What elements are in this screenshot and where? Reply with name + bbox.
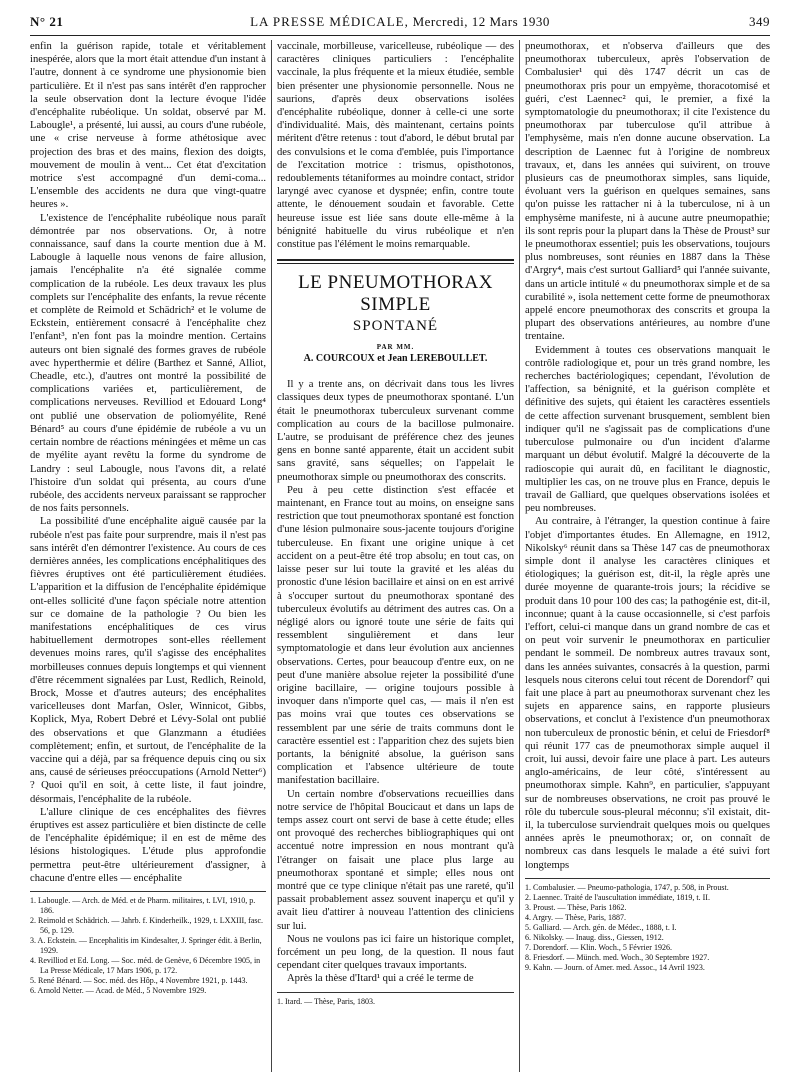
column-2-top-text (277, 40, 514, 251)
paragraph: Peu à peu cette distinction s'est effacée et maintenant, en France tout au moins, on enseigne sans restriction que tout pneumothorax spontané est fonction d'une lésion pulmonaire sous-jacente toujours d'origine tuberculeuse. En fixant une origine unique à cet accident on a peut-être été trop absolu; en tout cas, on laisse peser sur lui toute la gravité et les aléas du pronostic d'une lésion bacillaire et ainsi on en est arrivé à s'occuper surtout du pneumothorax spontané des tuberculeux évolutifs au détriment des autres cas. On a négligé alors ou ignoré toute une série de faits qui ressemblent singulièrement et dans leur symptomatologie et dans leur évolution aux anciennes observations. Certes, pour beaucoup d'entre eux, on ne peut d'une manière absolue rejeter la possibilité d'une origine bacillaire, — origine toujours possible à invoquer dans n'importe quel cas, — mais il n'en est pas moins vrai que toutes ces observations se ressemblent par une série de traits communs dont le caractère essentiel est : l'apparition chez des sujets bien portants, la bénignité absolue, la guérison sans complication et l'absence ultérieure de toute manifestation bacillaire. (277, 484, 514, 787)
article-authors: A. COURCOUX et Jean LEREBOULLET. (303, 353, 488, 365)
paragraph: Au contraire, à l'étranger, la question continue à faire l'objet d'importantes études. En Allemagne, en 1912, Nikolsky⁶ réunit dans sa Thèse 147 cas de pneumothorax simple dont il analyse les caractères cliniques et étiologiques; la guérison est, dit-il, la règle après une durée moyenne de quarante-trois jours; la récidive se produit dans 10 pour 100 des cas; la pathogénie est, dit-il, inconnue; quant à la cause occasionnelle, si c'est parfois l'effort, celui-ci manque dans un grand nombre de cas et on peut voir survenir le pneumothorax en particulier pendant le sommeil. De nombreux autres travaux sont, dans les années suivantes, consacrés à la question, parmi lesquels nous citerons celui tout récent de Dorendorf⁷ qui fait une place à part au pneumothorax survenant chez les sujets en apparence sains, en rapporte plusieurs observations, et conclut à l'existence d'un pneumothorax non tuberculeux de pronostic bénin, et celui de Friesdorf⁸ qui réunit 177 cas de pneumothorax simple auquel il croit, lui aussi, devoir faire une place à part. Les auteurs anglo-américains, de leur côté, s'intéressent au pneumothorax simple. Kahn⁹, en particulier, s'appuyant sur de nombreuses observations, ne croit pas prouvé le rôle du tubercule sous-pleural méconnu; s'il existait, dit-il, la tuberculose surviendrait quelques mois ou quelques années après le pneumothorax; or, on connaît de nombreux cas dans lesquels le malade a été suivi fort longtemps (525, 516, 770, 871)
paragraph: pneumothorax, et n'observa d'ailleurs que des pneumothorax tuberculeux, après l'observation de Combalusier¹ qui dès 1747 décrit un cas de pneumothorax pris pour un empyème, thoracotomisé et guéri, c'est Laennec² qui, le premier, a fixé la symptomatologie du pneumothorax; il cite l'existence du pneumothorax par tuberculose qu'il attribue à l'emphysème, mais n'en donne aucune observation. La description de Laennec fut à l'origine de nombreux travaux, et, dans les années qui suivirent, on trouve plusieurs cas de pneumothorax simples, sans liquide, évoluant vers la guérison en quelques semaines, sans qu'on puisse les rattacher ni à la tuberculose, ni à un emphysème manifeste, ni à aucune autre pneumopathie; ils sont repris pour la plupart dans la Thèse de Proust³ sur le pneumothorax essentiel; puis les observations, toujours plus nombreuses, sont réunies en 1887 dans la Thèse d'Argry⁴, mais c'est surtout Galliard⁵ qui l'année suivante, dans un article intitulé « du pneumothorax simple et de sa curabilité », isola nettement cette forme de pneumothorax appelé encore pneumothorax des conscrits et groupa la plupart des observations antérieures, au nombre d'une trentaine. (525, 41, 770, 343)
footnote: 2. Laennec. Traité de l'auscultation immédiate, 1819, t. II. (525, 892, 710, 902)
column-1-text (30, 40, 266, 885)
footnote-rule (277, 992, 514, 993)
footnotes (525, 883, 770, 973)
paragraph: enfin la guérison rapide, totale et véritablement inespérée, alors que la mort était attendue d'un instant à l'autre, donnent à ce syndrome une physionomie bien particulière. Et il n'est pas sans intérêt d'en rapprocher la seule observation dont la lecture évoque l'idée d'encéphalite rubéolique. Un soldat, observé par M. Labougle¹, a présenté, lui aussi, au cours d'une rubéole, une « crise nerveuse à forme athétosique avec projection des bras et des mains, flexion des doigts, mouvement de moulin à vent... Cet état d'excitation motrice s'est accompagné d'un demi-coma... L'ensemble des accidents ne dura que vingt-quatre heures ». (30, 41, 266, 211)
column-3-text (525, 40, 770, 872)
footnote: 8. Friesdorf. — Münch. med. Woch., 30 Septembre 1927. (525, 952, 710, 962)
paragraph: L'existence de l'encéphalite rubéolique nous paraît démontrée par nos observations. Or, à notre connaissance, sauf dans la courte mention due à M. Labougle à laquelle nous venons de faire allusion, jamais l'encéphalite n'a été signalée comme complication de la rubéole. Les deux travaux les plus complets sur l'encéphalite des enfants, la revue récente et complète de Reimold et Schädrich² et le volume de Eckstein, entièrement consacré à l'encéphalite chez l'enfant³, n'en font pas la moindre mention. Certains auteurs ont bien signalé des formes graves de rubéole avec hyperthermie et délire (Barthez et Sanné, Alliot, Cheadle, etc.), d'autres ont montré la possibilité de complications variées et, particulièrement, de complications nerveuses. Revilliod et Edouard Long⁴ ont publié une observation de poliomyélite, René Bénard⁵ au cours d'une épidémie de rubéole a vu un certain nombre de réactions méningées et même un cas de myélite ayant revêtu la forme du syndrome de Landry : seul Labougle, nous l'avons dit, a relaté l'histoire d'un soldat qui présenta, au cours d'une rubéole, des accidents nerveux paraissant se rapprocher de nos faits personnels. (30, 212, 266, 515)
issue-number: N° 21 (30, 14, 64, 29)
running-title (30, 14, 770, 30)
paragraph: Un certain nombre d'observations recueillies dans notre service de l'hôpital Boucicaut et dans un laps de temps assez court ont servi de base à cette étude; elles ont provoqué des recherches bibliographiques qui ont accentué notre impression en nous montrant qu'à l'étranger on faisait une place plus large au pneumothorax spontané et simple; elles nous ont montré que ce type clinique n'était pas une rareté, qu'il passait probablement assez souvent inaperçu et qu'il y avait lieu d'attirer à nouveau l'attention des cliniciens sur lui. (277, 788, 514, 932)
paragraph: Evidemment à toutes ces observations manquait le contrôle radiologique et, pour un très grand nombre, les recherches bactériologiques; cependant, l'évolution de l'affection, sa bénignité, et la guérison complète et définitive des sujets, qui étaient les caractères essentiels de cette affection survenant brusquement, semblent bien indiquer qu'il ne s'agissait pas de complications d'une tuberculose pulmonaire ou d'un incident d'alarme marquant un début évolutif. Malgré la découverte de la radioscopie qui aurait dû, en facilitant le diagnostic, multiplier les cas, on ne trouve plus en France, depuis le travail de Galliard, que quelques observations isolées et peu nombreuses. (525, 344, 770, 515)
issue-date: Mercredi, 12 Mars 1930 (412, 14, 550, 29)
footnote: 3. Proust. — Thèse, Paris 1862. (525, 902, 627, 912)
column-separator (519, 40, 520, 1072)
footnote-rule (525, 878, 770, 879)
column-2 (277, 40, 514, 1072)
footnote: 1. Labougle. — Arch. de Méd. et de Pharm. militaires, t. LVI, 1910, p. 186. (30, 896, 256, 915)
page-header (30, 14, 770, 34)
article-title: LE PNEUMOTHORAX SIMPLE (298, 272, 493, 316)
header-rule (30, 35, 770, 36)
paragraph: vaccinale, morbilleuse, varicelleuse, rubéolique — des caractères cliniques particuliers : l'encéphalite vaccinale, la plus fréquente et la mieux étudiée, semble bien présenter une physionomie personnelle. Nous ne saurions, d'après deux observations isolées d'encéphalite rubéolique, donner à celle-ci une sorte d'individualité. Mais, dès maintenant, certains points méritent d'être retenus : tout d'abord, le début brutal par des convulsions et le coma d'emblée, puis l'importance de l'excitation motrice : trismus, opisthotonos, redoublements tétaniformes au moindre contact, stridor laryngé avec cyanose et dyspnée; enfin, contre toute attente, le dénouement soudain et favorable. Cette heureuse issue est liée sans doute elle-même à la bénignité habituelle du virus rubéolique et n'en constitue pas l'élément le moins remarquable. (277, 41, 514, 251)
footnote: 5. Galliard. — Arch. gén. de Médec., 1888, t. I. (525, 922, 677, 932)
footnote: 4. Argry. — Thèse, Paris, 1887. (525, 912, 626, 922)
footnote-rule (30, 891, 266, 892)
article-rule (277, 259, 514, 261)
paragraph: Après la thèse d'Itard¹ qui a créé le terme de (287, 973, 474, 985)
page-number: 349 (749, 14, 770, 29)
article-subtitle: SPONTANÉ (352, 318, 439, 335)
footnote: 7. Dorendorf. — Klin. Woch., 5 Février 1926. (525, 942, 672, 952)
paragraph: La possibilité d'une encéphalite aiguë causée par la rubéole n'est pas faite pour surprendre, mais il n'est pas sans intérêt d'en démontrer l'existence. Au cours de ces dernières années, les complications encéphalitiques des fièvres éruptives ont été particulièrement étudiées. L'apparition et la diffusion de l'encéphalite épidémique ont-elles sollicité d'une façon spéciale notre attention sur ce domaine de la pathologie ? Ou bien les manifestations encéphalitiques de ces virus habituellement dermotropes sont-elles réellement devenues moins rares, qu'il s'agisse des encéphalites morbilleuses connues depuis longtemps et qui viennent d'être récemment signalées par Lust, Redlich, Reinold, Brock, Mosse et d'autres auteurs; des encéphalites varicelleuses dont Marfan, Osler, Winnicot, Gibbs, Koplick, Mya, Robert Debré et Lévy-Solal ont publié des observations et que Glanzmann a étudiées complètement; enfin, et surtout, de l'encéphalite de la vaccine qui a déjà, par sa fréquence depuis cinq ou six ans, causé de sérieuses préoccupations (Arnold Netter⁶) ? Quoi qu'il en soit, à cette liste, il faut joindre, désormais, l'encéphalite de la rubéole. (30, 516, 266, 805)
column-3 (525, 40, 770, 1072)
journal-name: LA PRESSE MÉDICALE, (250, 14, 409, 29)
footnotes (30, 896, 266, 996)
article-rule (277, 263, 514, 264)
byline-prefix: PAR MM. (376, 343, 415, 352)
footnote: 6. Nikolsky. — Inaug. diss., Giessen, 1912. (525, 932, 664, 942)
paragraph: Il y a trente ans, on décrivait dans tous les livres classiques deux types de pneumothorax spontané. L'un était le pneumothorax tuberculeux survenant comme complication au cours de la bacillose pulmonaire. L'autre, se produisant de préférence chez des jeunes gens en bonne santé apparente, était un accident subit sans gravité, sans séquelles; on l'appelait le pneumothorax simple ou pneumothorax des conscrits. (277, 379, 514, 483)
paragraph: Nous ne voulons pas ici faire un historique complet, forcément un peu long, de la question. Il nous faut cependant citer quelques travaux importants. (277, 933, 514, 972)
column-separator (271, 40, 272, 1072)
footnote: 6. Arnold Netter. — Acad. de Méd., 5 Novembre 1929. (30, 986, 207, 995)
footnotes (277, 997, 514, 1007)
column-1 (30, 40, 266, 1072)
footnote: 5. René Bénard. — Soc. méd. des Hôp., 4 Novembre 1921, p. 1443. (30, 976, 248, 985)
footnote: 1. Itard. — Thèse, Paris, 1803. (277, 996, 376, 1006)
column-2-text (277, 378, 514, 985)
footnote: 3. A. Eckstein. — Encephalitis im Kindesalter, J. Springer édit. à Berlin, 1929. (30, 936, 262, 955)
footnote: 2. Reimold et Schädrich. — Jahrb. f. Kinderheilk., 1929, t. LXXIII, fasc. 56, p. 129. (30, 916, 264, 935)
paragraph: L'allure clinique de ces encéphalites des fièvres éruptives est assez particulière et bien distincte de celle de l'encéphalite épidémique; il en est de même des lésions histologiques. L'étude plus approfondie permettra peut-être ultérieurement d'assigner, à chacune d'entre elles — encéphalite (30, 806, 266, 884)
footnote: 9. Kahn. — Journ. of Amer. med. Assoc., 14 Avril 1923. (525, 962, 705, 972)
footnote: 1. Combalusier. — Pneumo-pathologia, 1747, p. 508, in Proust. (525, 882, 729, 892)
footnote: 4. Revilliod et Ed. Long. — Soc. méd. de Genève, 6 Décembre 1905, in La Presse Médicale, 17 Mars 1906, p. 172. (30, 956, 261, 975)
